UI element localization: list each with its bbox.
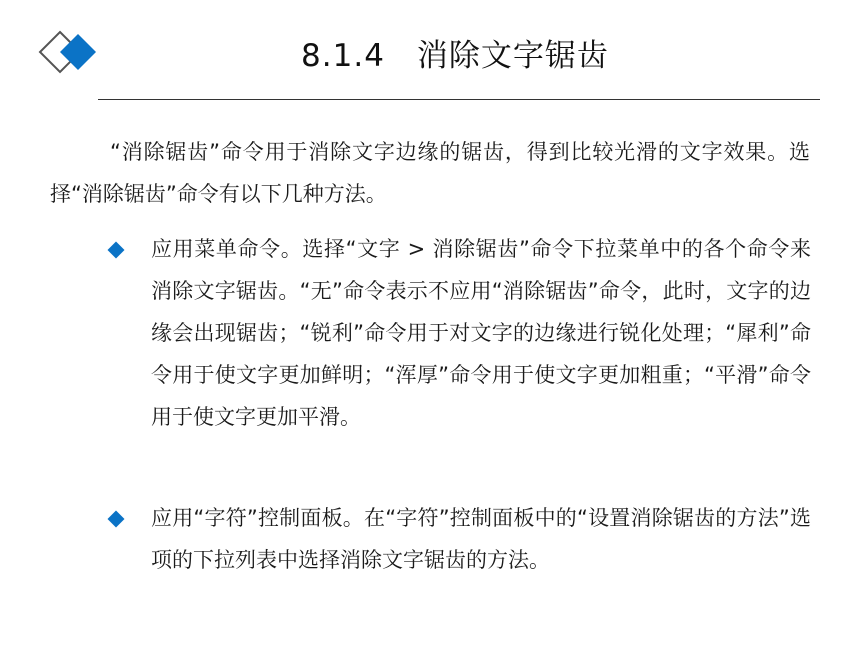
title-divider [98,99,820,100]
bullet-item: 应用“字符”控制面板。在“字符”控制面板中的“设置消除锯齿的方法”选项的下拉列表中选择消除文字锯齿的方法。 [151,506,811,572]
double-diamond-logo-icon [38,28,108,76]
bullet-item: 应用菜单命令。选择“文字 > 消除锯齿”命令下拉菜单中的各个命令来消除文字锯齿。“无”命令表示不应用“消除锯齿”命令，此时，文字的边缘会出现锯齿；“锐利”命令用于对文字的边缘进行锐化处理；“犀利”命令用于使文字更加鲜明；“浑厚”命令用于使文字更加粗重；“平滑”命令用于使文字更加平滑。 [151,237,811,429]
slide-title: 8.1.4 消除文字锯齿 [301,38,609,74]
diamond-bullet-icon [108,242,125,259]
diamond-bullet-icon [108,511,125,528]
intro-paragraph: “消除锯齿”命令用于消除文字边缘的锯齿，得到比较光滑的文字效果。选择“消除锯齿”命令有以下几种方法。 [50,140,810,206]
